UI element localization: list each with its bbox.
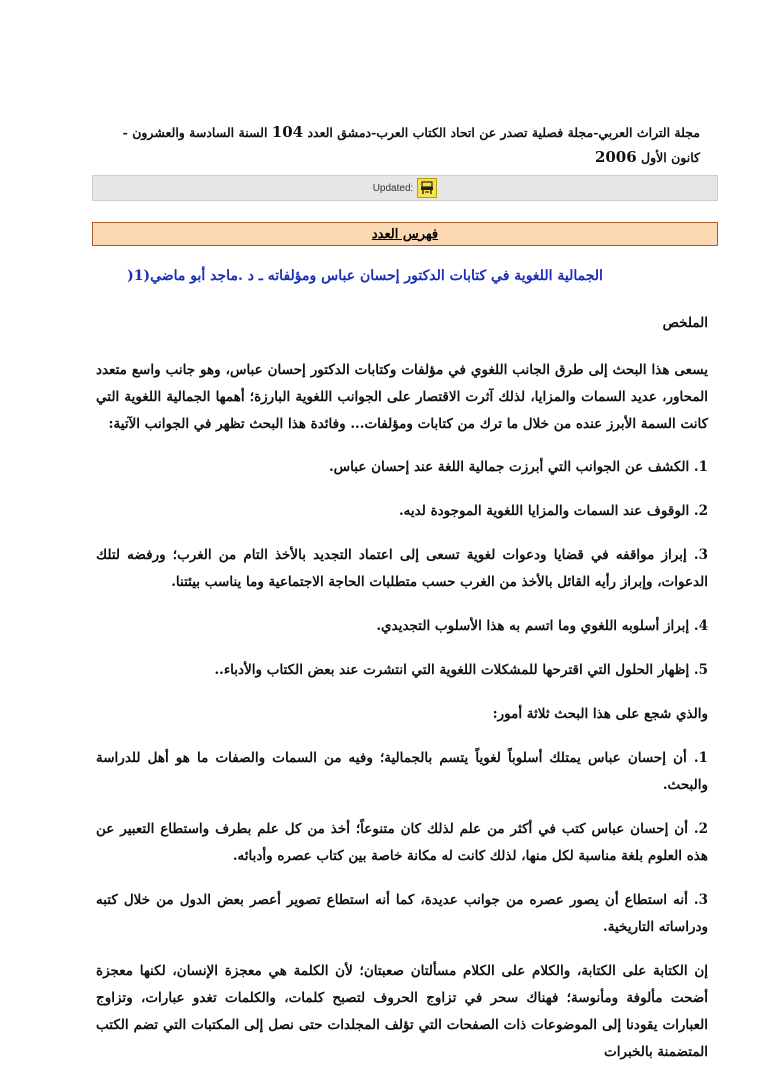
header-line-1 — [96, 120, 700, 170]
closing-paragraph: إن الكتابة على الكتابة، والكلام على الكلام مسألتان صعبتان؛ لأن الكلمة هي معجزة الإنسان، لكنها معجزة أضحت مألوفة ومأنوسة؛ فهناك سحر في تزاوج الحروف لتصبح كلمات، والكلمات تغدو عبارات، وتزاوج العبارات يقودنا إلى الموضوعات ذات الصفحات التي تؤلف المجلدات حتى نصل إلى المكتبات التي تضم الكتب المتضمنة بالخبرات — [96, 963, 708, 1060]
article-title: الجمالية اللغوية في كتابات الدكتور إحسان عباس ومؤلفاته ـ د .ماجد أبو ماضي(1( — [127, 268, 603, 284]
benefit-item: 4. إبراز أسلوبه اللغوي وما اتسم به هذا الأسلوب التجديدي. — [376, 618, 708, 634]
article-body — [96, 310, 708, 1082]
header-text-2: السنة السادسة والعشرون - كانون الأول — [122, 125, 700, 165]
updated-icon-glyph — [420, 181, 434, 195]
issue-index-link[interactable]: فهرس العدد — [371, 226, 439, 242]
reasons-intro: والذي شجع على هذا البحث ثلاثة أمور: — [492, 706, 708, 722]
reason-item: 3. أنه استطاع أن يصور عصره من جوانب عديدة، كما أنه استطاع تصوير أعصر بعض الدول من خلال كتبه ودراساته التاريخية. — [96, 892, 708, 935]
benefit-item: 1. الكشف عن الجوانب التي أبرزت جمالية اللغة عند إحسان عباس. — [328, 459, 708, 475]
issue-index-box — [92, 222, 718, 246]
benefit-item: 3. إبراز مواقفه في قضايا ودعوات لغوية تسعى إلى اعتماد التجديد بالأخذ التام من الغرب؛ ورفضه لتلك الدعوات، وإبراز رأيه القائل بالأخذ من الغرب حسب متطلبات الحاجة الاجتماعية وما يناسب بيئتنا. — [96, 547, 708, 590]
updated-bar — [92, 175, 718, 201]
updated-icon[interactable] — [417, 178, 437, 198]
benefit-item: 2. الوقوف عند السمات والمزايا اللغوية الموجودة لديه. — [398, 503, 708, 519]
issue-number: 104 — [271, 123, 304, 141]
updated-label: Updated: — [372, 182, 414, 194]
reason-item: 2. أن إحسان عباس كتب في أكثر من علم لذلك كان متنوعاً؛ أخذ من كل علم بطرف واستطاع التعبير عن هذه العلوم بلغة مناسبة لكل منها، لذلك كانت له مكانة خاصة بين كتاب عصره وأدبائه. — [96, 821, 708, 864]
header-text: مجلة التراث العربي-مجلة فصلية تصدر عن اتحاد الكتاب العرب-دمشق العدد — [303, 125, 700, 140]
header-year: 2006 — [594, 148, 637, 166]
reason-item: 1. أن إحسان عباس يمتلك أسلوباً لغوياً يتسم بالجمالية؛ وفيه من السمات والصفات ما هو أهل للدراسة والبحث. — [96, 750, 708, 793]
intro-paragraph: يسعى هذا البحث إلى طرق الجانب اللغوي في مؤلفات وكتابات الدكتور إحسان عباس، وهو جانب واسع متعدد المحاور، عديد السمات والمزايا، لذلك آثرت الاقتصار على الجوانب اللغوية البارزة؛ أهمها الجمالية اللغوية التي كانت السمة الأبرز عنده من خلال ما ترك من كتابات ومؤلفات... وفائدة هذا البحث تظهر في الجوانب الآتية: — [96, 362, 708, 432]
abstract-heading: الملخص — [662, 315, 708, 331]
benefit-item: 5. إظهار الحلول التي اقترحها للمشكلات اللغوية التي انتشرت عند بعض الكتاب والأدباء.. — [214, 662, 708, 678]
